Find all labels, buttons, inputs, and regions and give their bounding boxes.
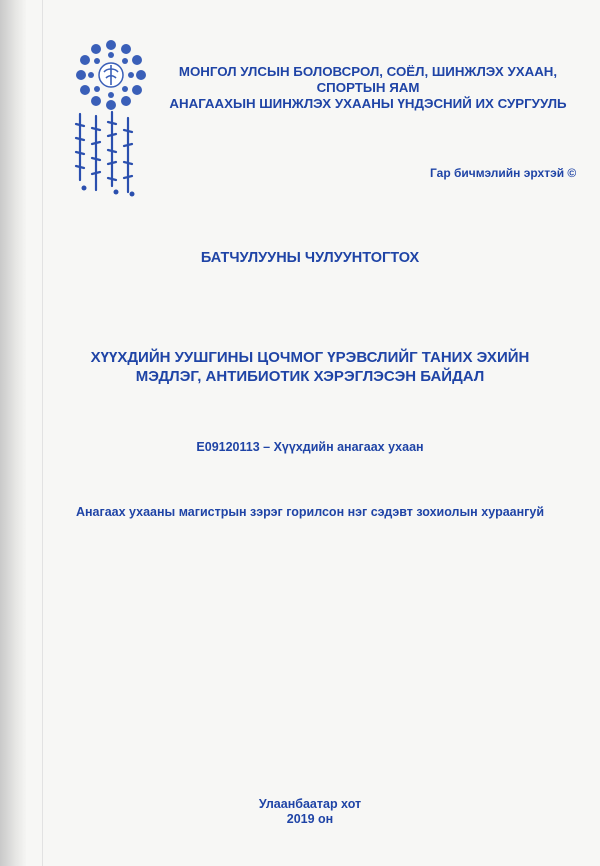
author-name: БАТЧУЛУУНЫ ЧУЛУУНТОГТОХ [200,250,420,266]
degree-description: Анагаах ухааны магистрын зэрэг горилсон нэг сэдэвт зохиолын хураангуй [75,505,545,519]
binding-shadow [0,0,26,866]
university-emblem-icon [74,38,148,112]
rights-notice: Гар бичмэлийн эрхтэй © [430,166,577,180]
university-name: АНАГААХЫН ШИНЖЛЭХ УХААНЫ ҮНДЭСНИЙ ИХ СУРГУУЛЬ [169,96,567,111]
city: Улаанбаатар хот [258,797,362,811]
mongolian-script-icon [62,110,152,198]
specialty-code: Е09120113 – Хүүхдийн анагаах ухаан [196,440,424,454]
university-header [148,64,588,112]
place-and-year [60,797,560,827]
ministry-name: МОНГОЛ УЛСЫН БОЛОВСРОЛ, СОЁЛ, ШИНЖЛЭХ УХААН, СПОРТЫН ЯАМ [178,64,558,95]
thesis-title-line-1: ХҮҮХДИЙН УУШГИНЫ ЦОЧМОГ ҮРЭВСЛИЙГ ТАНИХ ЭХИЙН [90,349,530,366]
binding-line [42,0,43,866]
thesis-title-line-2: МЭДЛЭГ, АНТИБИОТИК ХЭРЭГЛЭСЭН БАЙДАЛ [135,368,485,385]
year: 2019 он [286,812,334,826]
thesis-title [60,348,560,386]
